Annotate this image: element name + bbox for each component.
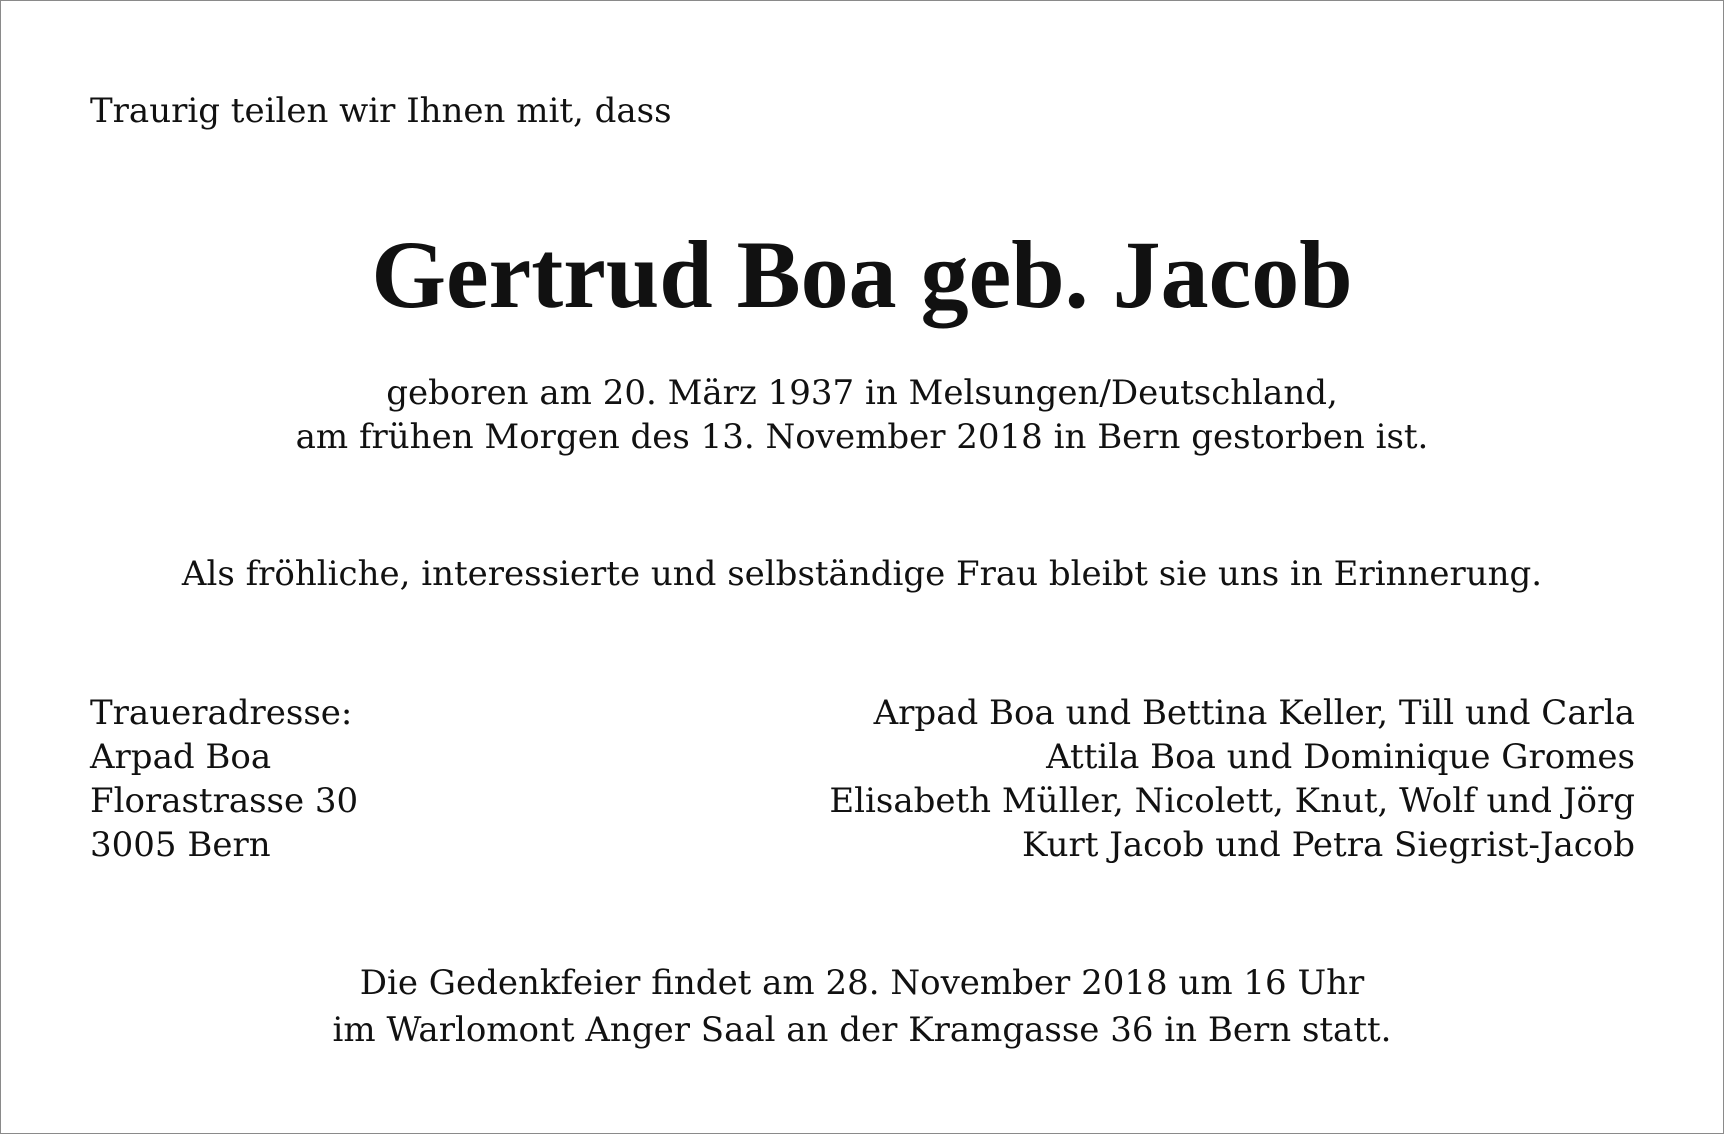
birth-line: geboren am 20. März 1937 in Melsungen/Deutschland, [386, 373, 1338, 413]
address-line: Arpad Boa [90, 737, 272, 777]
mourning-address [90, 691, 358, 867]
deceased-name: Gertrud Boa geb. Jacob [371, 221, 1353, 328]
address-line: 3005 Bern [90, 825, 271, 865]
mourner-line: Arpad Boa und Bettina Keller, Till und Carla [873, 693, 1635, 733]
address-line: Florastrasse 30 [90, 781, 359, 821]
death-line: am frühen Morgen des 13. November 2018 in Bern gestorben ist. [295, 417, 1429, 457]
remembrance-text: Als fröhliche, interessierte und selbständige Frau bleibt sie uns in Erinnerung. [181, 554, 1543, 594]
mourners-list [829, 691, 1635, 867]
ceremony-location: im Warlomont Anger Saal an der Kramgasse 36 in Bern statt. [332, 1010, 1392, 1050]
mourner-line: Elisabeth Müller, Nicolett, Knut, Wolf und Jörg [829, 781, 1635, 821]
ceremony-date: Die Gedenkfeier findet am 28. November 2018 um 16 Uhr [359, 963, 1365, 1003]
mourner-line: Attila Boa und Dominique Gromes [1046, 737, 1635, 777]
address-label: Traueradresse: [90, 693, 353, 733]
mourner-line: Kurt Jacob und Petra Siegrist-Jacob [1021, 825, 1635, 865]
intro-text: Traurig teilen wir Ihnen mit, dass [90, 91, 672, 131]
